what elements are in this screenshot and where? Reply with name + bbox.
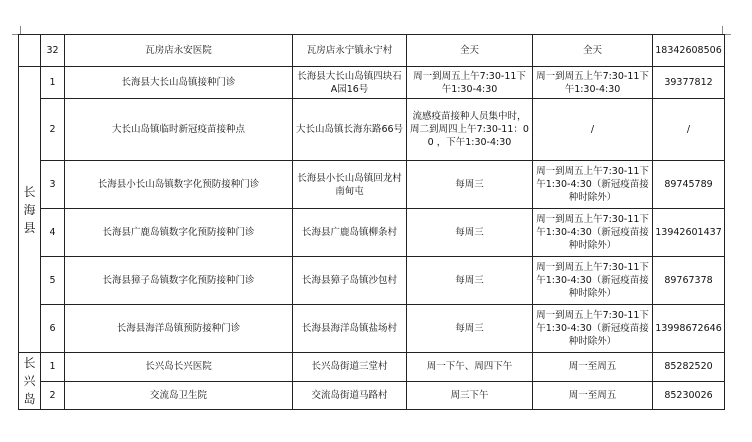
site-address: 瓦房店永宁镇永宁村	[293, 35, 407, 67]
table-row	[19, 381, 725, 410]
site-address: 长海县海洋岛镇盐场村	[293, 305, 407, 353]
table-row	[19, 35, 725, 67]
hours-a: 每周三	[407, 209, 533, 257]
site-name: 长兴岛长兴医院	[65, 353, 293, 382]
site-name: 长海县广鹿岛镇数字化预防接种门诊	[65, 209, 293, 257]
site-name: 长海县大长山岛镇接种门诊	[65, 67, 293, 99]
hours-b: 周一到周五上午7:30-11下午1:30-4:30	[533, 67, 653, 99]
district-cell-empty	[19, 35, 41, 67]
phone: 85282520	[653, 353, 725, 382]
hours-b: 周一到周五上午7:30-11下午1:30-4:30（新冠疫苗接种时除外）	[533, 161, 653, 209]
hours-a: 全天	[407, 35, 533, 67]
site-address: 交流岛街道马路村	[293, 381, 407, 410]
table-row	[19, 257, 725, 305]
table-row	[19, 99, 725, 161]
hours-b: 周一到周五上午7:30-11下午1:30-4:30（新冠疫苗接种时除外）	[533, 305, 653, 353]
table-row	[19, 353, 725, 382]
table-row	[19, 161, 725, 209]
row-number: 2	[41, 381, 65, 410]
site-name: 长海县獐子岛镇数字化预防接种门诊	[65, 257, 293, 305]
hours-b: 全天	[533, 35, 653, 67]
phone: 13942601437	[653, 209, 725, 257]
table-row	[19, 67, 725, 99]
hours-b: 周一至周五	[533, 381, 653, 410]
site-name: 长海县小长山岛镇数字化预防接种门诊	[65, 161, 293, 209]
hours-a: 周三下午	[407, 381, 533, 410]
site-address: 大长山岛镇长海东路66号	[293, 99, 407, 161]
site-address: 长海县大长山岛镇四块石A园16号	[293, 67, 407, 99]
row-number: 4	[41, 209, 65, 257]
site-address: 长海县小长山岛镇回龙村南甸屯	[293, 161, 407, 209]
row-number: 5	[41, 257, 65, 305]
phone: 39377812	[653, 67, 725, 99]
hours-a: 周一到周五上午7:30-11下午1:30-4:30	[407, 67, 533, 99]
phone: 13998672646	[653, 305, 725, 353]
hours-a: 每周三	[407, 257, 533, 305]
hours-b: /	[533, 99, 653, 161]
site-address: 长海县獐子岛镇沙包村	[293, 257, 407, 305]
phone: 89767378	[653, 257, 725, 305]
row-number: 32	[41, 35, 65, 67]
site-address: 长兴岛街道三堂村	[293, 353, 407, 382]
phone: 89745789	[653, 161, 725, 209]
row-number: 3	[41, 161, 65, 209]
row-number: 1	[41, 67, 65, 99]
hours-a: 每周三	[407, 305, 533, 353]
site-name: 交流岛卫生院	[65, 381, 293, 410]
row-number: 2	[41, 99, 65, 161]
phone: 18342608506	[653, 35, 725, 67]
phone: 85230026	[653, 381, 725, 410]
hours-a: 流感疫苗接种人员集中时，周二到周四上午7:30-11：00 ，下午1:30-4:30	[407, 99, 533, 161]
district-label: 长海县	[19, 67, 41, 353]
site-name: 瓦房店永安医院	[65, 35, 293, 67]
site-name: 大长山岛镇临时新冠疫苗接种点	[65, 99, 293, 161]
row-number: 6	[41, 305, 65, 353]
hours-a: 每周三	[407, 161, 533, 209]
row-number: 1	[41, 353, 65, 382]
site-name: 长海县海洋岛镇预防接种门诊	[65, 305, 293, 353]
hours-b: 周一到周五上午7:30-11下午1:30-4:30（新冠疫苗接种时除外）	[533, 257, 653, 305]
hours-b: 周一至周五	[533, 353, 653, 382]
site-address: 长海县广鹿岛镇柳条村	[293, 209, 407, 257]
vaccination-sites-table	[18, 34, 725, 410]
district-label: 长兴岛	[19, 353, 41, 410]
hours-b: 周一到周五上午7:30-11下午1:30-4:30（新冠疫苗接种时除外）	[533, 209, 653, 257]
table-row	[19, 209, 725, 257]
hours-a: 周一下午、周四下午	[407, 353, 533, 382]
phone: /	[653, 99, 725, 161]
table-row	[19, 305, 725, 353]
